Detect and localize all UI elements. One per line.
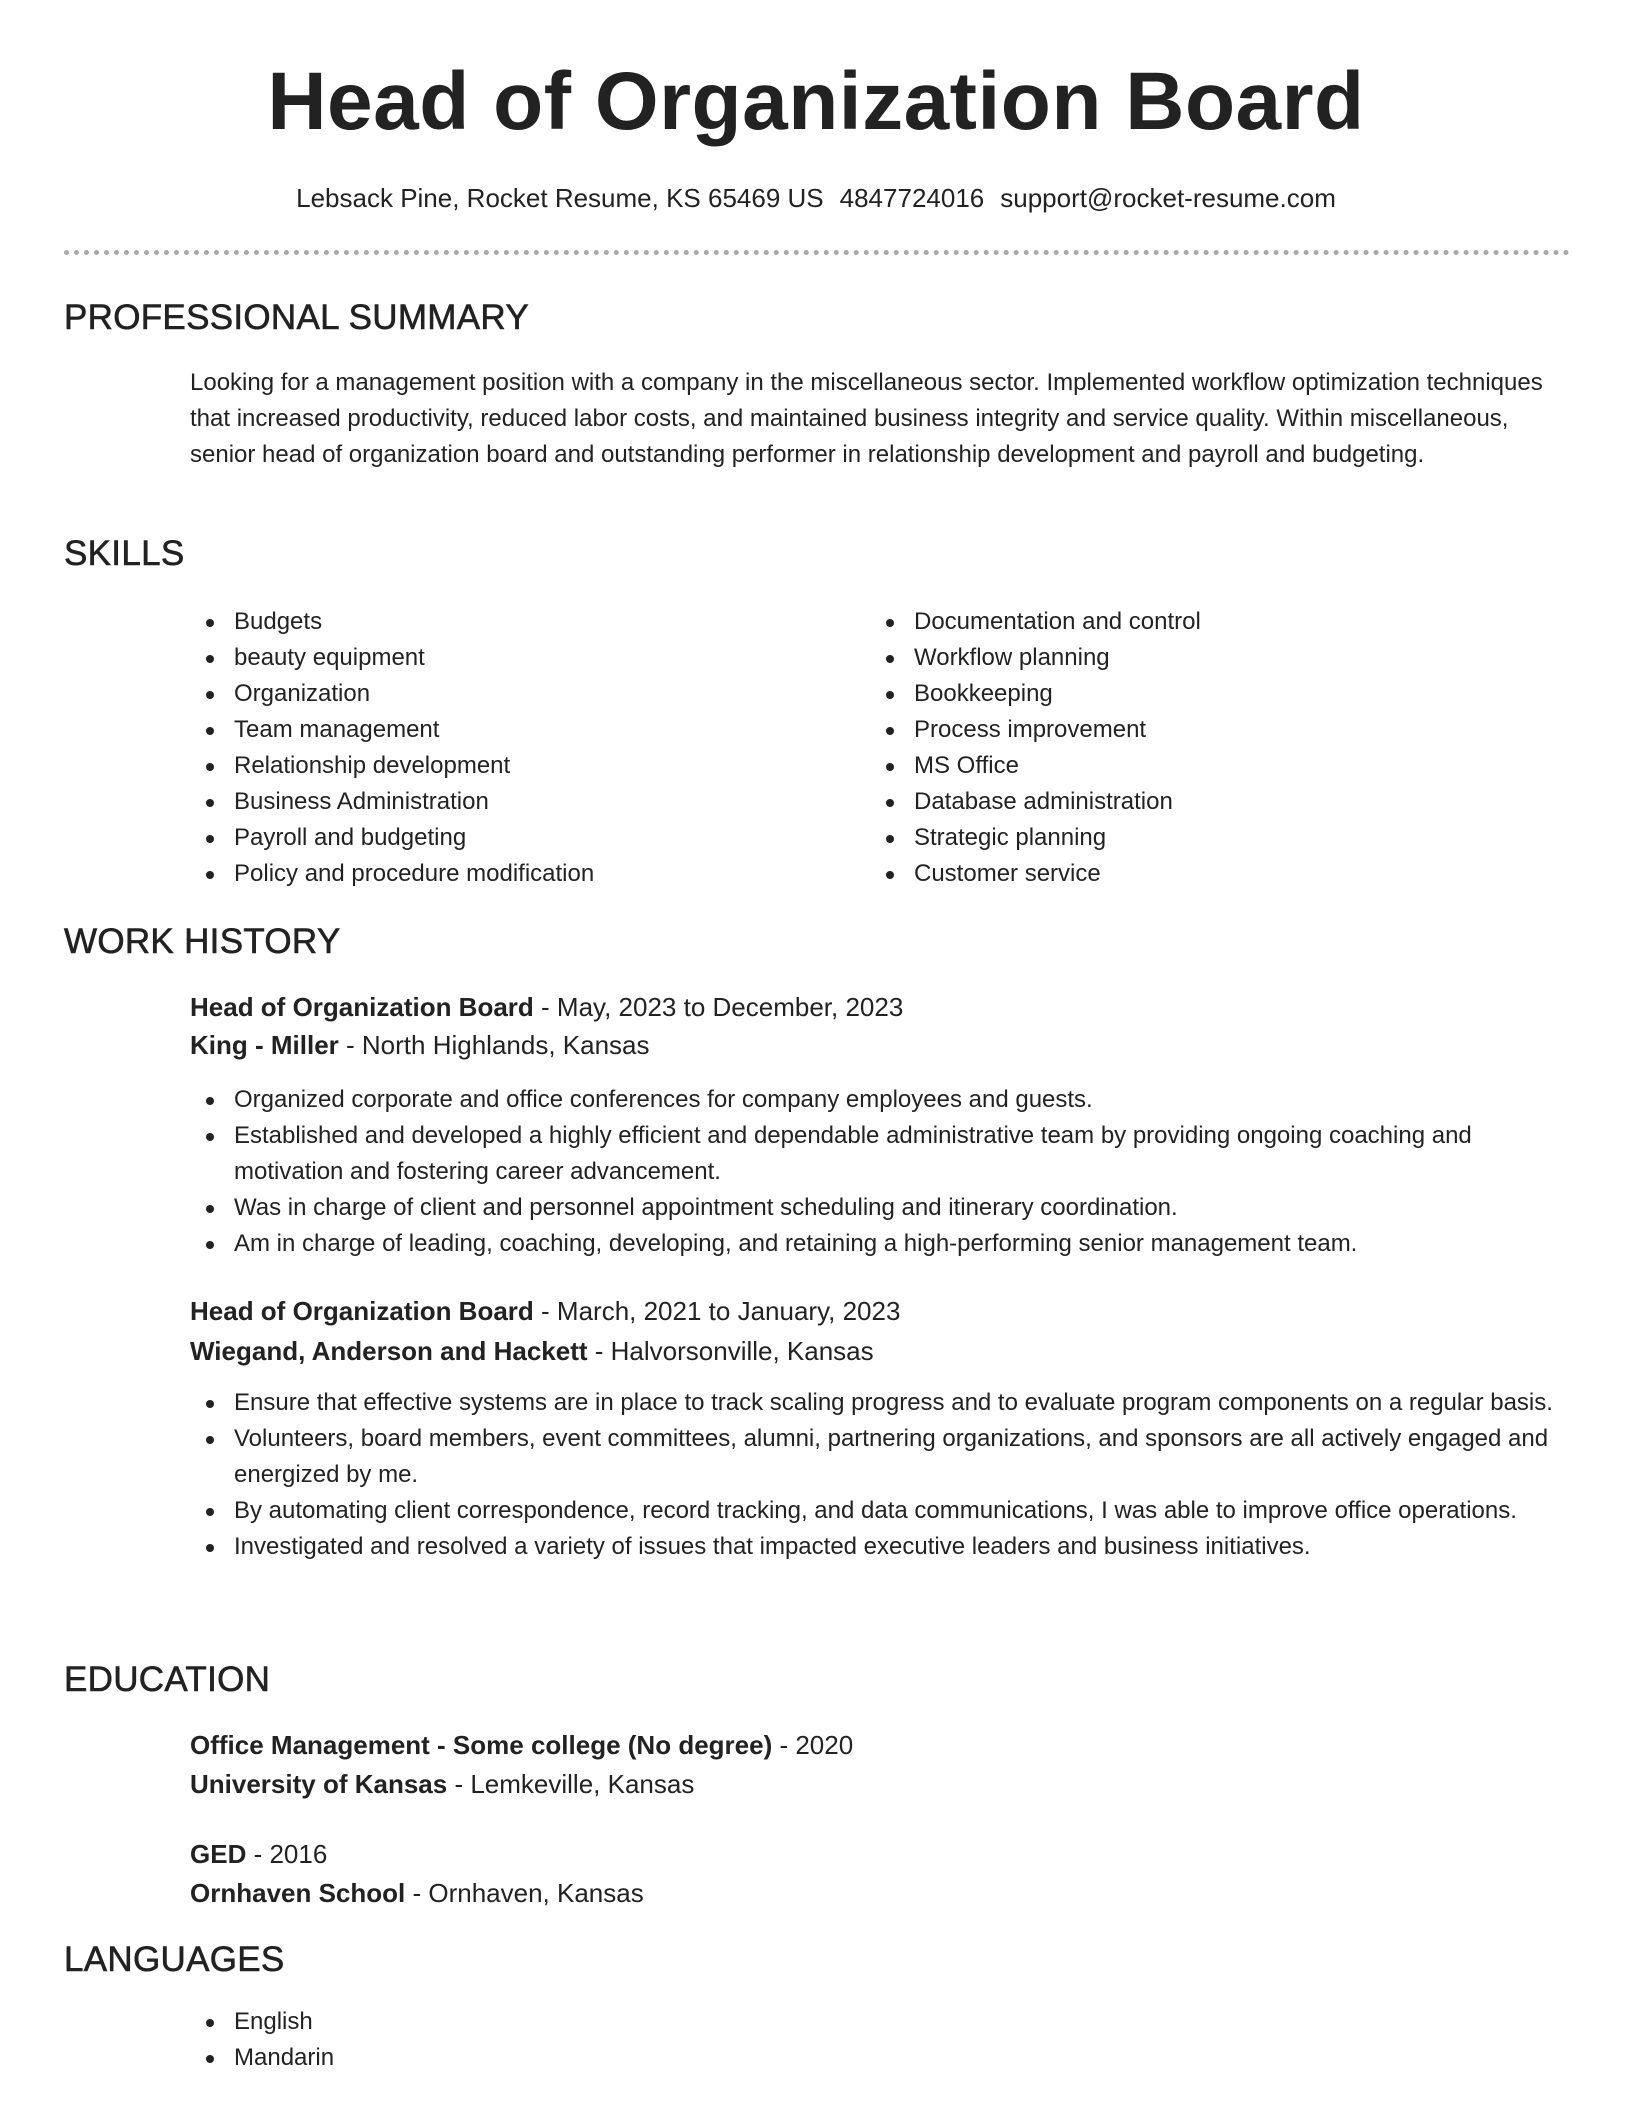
education-year: - 2020 (772, 1730, 854, 1760)
education-school: Ornhaven School (190, 1878, 406, 1908)
job-bullet: Was in charge of client and personnel appointment scheduling and itinerary coordination. (190, 1190, 1560, 1226)
education-location: - Ornhaven, Kansas (405, 1878, 644, 1908)
skills-heading: SKILLS (64, 534, 185, 573)
job-company: King - Miller (190, 1030, 339, 1060)
job-bullet: Ensure that effective systems are in place to track scaling progress and to evaluate program components on a regular basis. (190, 1385, 1560, 1421)
job-bullet: Investigated and resolved a variety of issues that impacted executive leaders and business initiatives. (190, 1529, 1560, 1565)
job-dates: - May, 2023 to December, 2023 (533, 992, 904, 1022)
skill-item: MS Office (870, 748, 1530, 784)
job-title: Head of Organization Board (190, 992, 534, 1022)
header-divider (64, 250, 1570, 255)
education-2-degree-line (190, 1835, 327, 1873)
skill-item: Payroll and budgeting (190, 820, 830, 856)
job-2-company-line (190, 1332, 874, 1370)
skill-item: Policy and procedure modification (190, 856, 830, 892)
education-1-school-line (190, 1765, 694, 1803)
resume-name: Head of Organization Board (267, 56, 1365, 147)
contact-email: support@rocket-resume.com (1000, 183, 1336, 213)
job-bullet: Volunteers, board members, event committees, alumni, partnering organizations, and sponsors are all actively engaged and energized by me. (190, 1421, 1560, 1493)
education-2-school-line (190, 1874, 644, 1912)
summary-text: Looking for a management position with a company in the miscellaneous sector. Implemented workflow optimization techniques that increased productivity, reduced labor costs, and maintained business integrity and service quality. Within miscellaneous, senior head of organization board and outstanding performer in relationship development and payroll and budgeting. (190, 369, 1543, 468)
skill-item: Business Administration (190, 784, 830, 820)
language-item: English (190, 2004, 790, 2040)
education-degree: GED (190, 1839, 247, 1869)
job-bullet: Established and developed a highly efficient and dependable administrative team by providing ongoing coaching and motivation and fostering career advancement. (190, 1118, 1560, 1190)
job-location: - North Highlands, Kansas (338, 1030, 650, 1060)
skill-item: Budgets (190, 604, 830, 640)
contact-line (0, 180, 1632, 216)
education-heading: EDUCATION (64, 1660, 271, 1699)
job-2-bullets (190, 1385, 1560, 1565)
skill-item: Customer service (870, 856, 1530, 892)
languages-heading: LANGUAGES (64, 1940, 285, 1979)
skill-item: Team management (190, 712, 830, 748)
education-location: - Lemkeville, Kansas (447, 1769, 695, 1799)
job-bullet: Organized corporate and office conferences for company employees and guests. (190, 1082, 1560, 1118)
work-heading: WORK HISTORY (64, 922, 341, 961)
job-title: Head of Organization Board (190, 1296, 534, 1326)
skill-item: Database administration (870, 784, 1530, 820)
contact-phone: 4847724016 (839, 183, 985, 213)
skill-item: Process improvement (870, 712, 1530, 748)
skill-item: Workflow planning (870, 640, 1530, 676)
skill-item: beauty equipment (190, 640, 830, 676)
job-1-header (190, 988, 903, 1026)
education-degree: Office Management - Some college (No degree) (190, 1730, 773, 1760)
job-location: - Halvorsonville, Kansas (587, 1336, 874, 1366)
summary-heading: PROFESSIONAL SUMMARY (64, 298, 529, 337)
skill-item: Bookkeeping (870, 676, 1530, 712)
job-dates: - March, 2021 to January, 2023 (533, 1296, 901, 1326)
job-2-header (190, 1292, 900, 1330)
job-1-company-line (190, 1026, 650, 1064)
education-year: - 2016 (246, 1839, 328, 1869)
job-1-bullets (190, 1082, 1560, 1262)
language-item: Mandarin (190, 2040, 790, 2076)
job-bullet: Am in charge of leading, coaching, developing, and retaining a high-performing senior management team. (190, 1226, 1560, 1262)
skill-item: Strategic planning (870, 820, 1530, 856)
education-1-degree-line (190, 1726, 853, 1764)
skill-item: Documentation and control (870, 604, 1530, 640)
skills-column-right (870, 604, 1530, 892)
skill-item: Organization (190, 676, 830, 712)
skills-column-left (190, 604, 830, 892)
contact-address: Lebsack Pine, Rocket Resume, KS 65469 US (296, 183, 824, 213)
education-school: University of Kansas (190, 1769, 448, 1799)
job-bullet: By automating client correspondence, record tracking, and data communications, I was able to improve office operations. (190, 1493, 1560, 1529)
skill-item: Relationship development (190, 748, 830, 784)
job-company: Wiegand, Anderson and Hackett (190, 1336, 588, 1366)
languages-list (190, 2004, 790, 2076)
